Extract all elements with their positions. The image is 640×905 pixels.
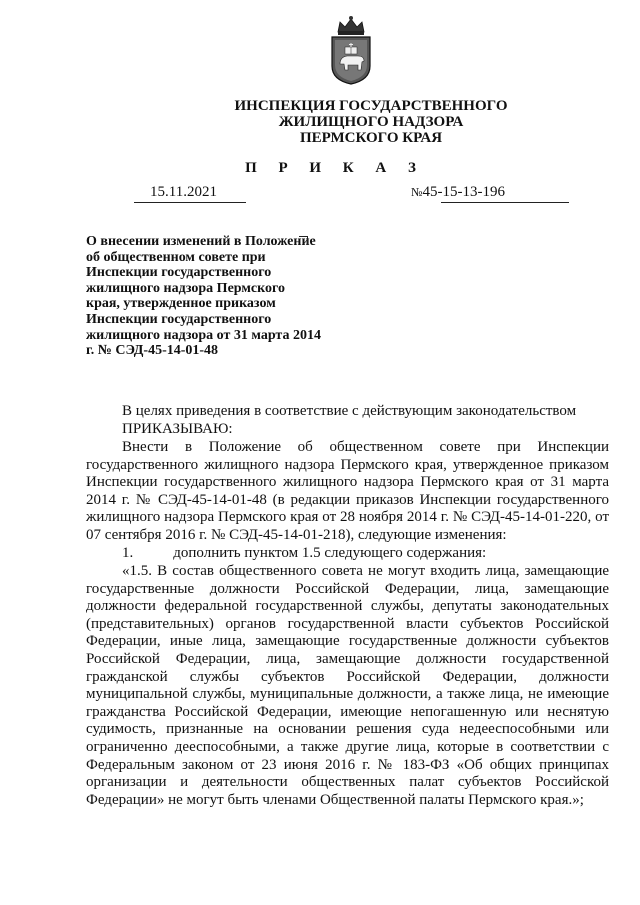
subject-corner-mark bbox=[299, 236, 308, 245]
list-item-1 bbox=[122, 545, 640, 563]
document-date: 15.11.2021 bbox=[150, 184, 217, 200]
coat-of-arms-emblem bbox=[328, 14, 374, 86]
document-number-value: 45-15-13-196 bbox=[422, 184, 505, 200]
org-name-line2: ЖИЛИЩНОГО НАДЗОРА bbox=[278, 114, 464, 130]
date-underline bbox=[134, 202, 246, 203]
number-sign: № bbox=[411, 185, 423, 199]
document-type-title: П Р И К А З bbox=[245, 160, 425, 176]
quoted-amendment-paragraph: «1.5. В состав общественного совета не могут входить лица, замещающие государственные должности Российской Федерации, лица, замещающие должности федеральной государственной службы, депутаты законодательных (представительных) органов государственной власти субъектов Российской Федерации, иные лица, замещающие государственные должности субъектов Российской Федерации, лица, замещающие должности государственной гражданской службы субъектов Российской Федерации, должности муниципальной службы, муниципальные должности, а также лица, не имеющие гражданства Российской Федерации, имеющие непогашенную или неснятую судимость, признанные на основании решения суда недееспособными или ограниченно дееспособными, а также другие лица, которые в соответствии с Федеральным законом от 23 июня 2016 г. № 183-ФЗ «Об общих принципах организации и деятельности общественных палат субъектов Российской Федерации» не могут быть членами Общественной палаты Пермского края.»; bbox=[86, 563, 609, 808]
list-item-1-text: дополнить пунктом 1.5 следующего содержания: bbox=[173, 545, 487, 561]
number-underline bbox=[441, 202, 569, 203]
preamble-text: В целях приведения в соответствие с действующим законодательством bbox=[122, 403, 577, 419]
order-word: ПРИКАЗЫВАЮ: bbox=[122, 421, 233, 437]
org-name-line1: ИНСПЕКЦИЯ ГОСУДАРСТВЕННОГО bbox=[234, 98, 508, 114]
document-subject: О внесении изменений в Положение об общественном совете при Инспекции государственного жилищного надзора Пермского края, утвержденное приказом Инспекции государственного жилищного надзора от 31 марта 2014 г. № СЭД-45-14-01-48 bbox=[86, 234, 321, 359]
org-name-line3: ПЕРМСКОГО КРАЯ bbox=[299, 130, 443, 146]
main-paragraph: Внести в Положение об общественном совете при Инспекции государственного жилищного надзора Пермского края, утвержденное приказом Инспекции государственного жилищного надзора Пермского края от 31 марта 2014 г. № СЭД-45-14-01-48 (в редакции приказов Инспекции государственного жилищного надзора Пермского края от 28 ноября 2014 г. № СЭД-45-14-01-220, от 07 сентября 2016 г. № СЭД-45-14-01-218), следующие изменения: bbox=[86, 439, 609, 543]
document-number bbox=[411, 184, 505, 201]
list-item-1-number: 1. bbox=[122, 545, 134, 561]
